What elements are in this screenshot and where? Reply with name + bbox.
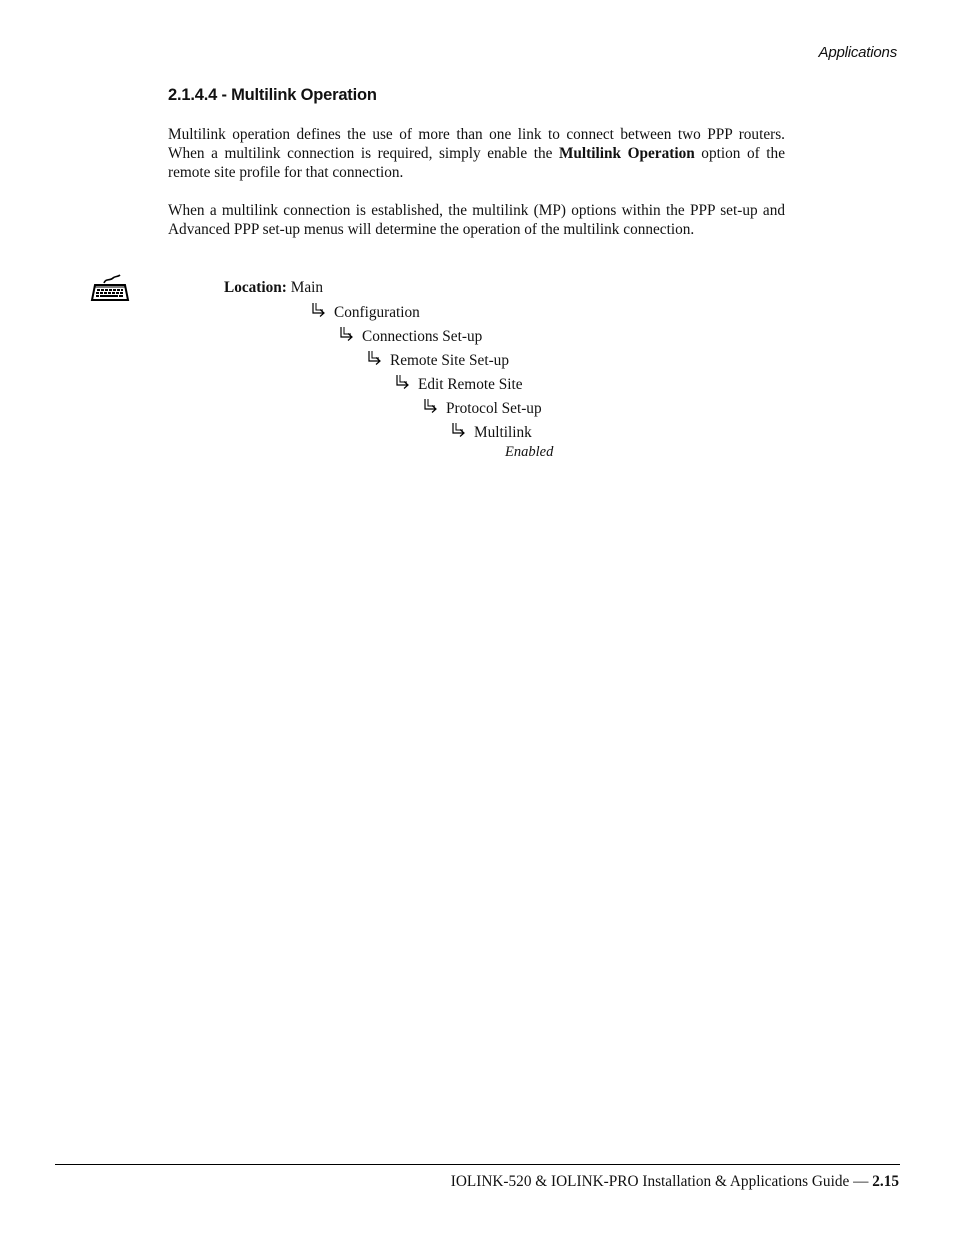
menu-path-protocol-setup [422,398,542,418]
footer-rule [55,1164,900,1165]
menu-path-connections-setup [338,326,482,346]
running-head: Applications [818,44,897,61]
intro-text-start: Multilink operation defines the use of more than one link to connect between two PPP routers. When a multilink connection is required, simply enable the [168,126,785,163]
keyboard-icon [90,274,130,304]
menu-path-label: Configuration [334,304,420,321]
location-line [224,278,323,297]
menu-path-multilink [450,422,532,442]
section-title: 2.1.4.4 - Multilink Operation [168,86,377,104]
menu-path-configuration [310,302,420,322]
location-root: Main [290,279,324,296]
menu-path-label: Multilink [474,424,532,441]
submenu-arrow-icon [422,398,440,415]
page-footer [451,1172,899,1191]
submenu-arrow-icon [310,302,328,319]
menu-path-edit-remote-site [394,374,523,394]
submenu-arrow-icon [338,326,356,343]
menu-path-label: Connections Set-up [362,328,483,345]
mp-options-paragraph: When a multilink connection is established, the multilink (MP) options within the PPP set-up and Advanced PPP set-up menus will determine the operation of the multilink connection. [168,202,785,239]
page-number: 2.15 [872,1173,899,1190]
multilink-setting-value: Enabled [505,444,554,460]
location-label: Location: [224,279,287,296]
submenu-arrow-icon [366,350,384,367]
guide-title: IOLINK-520 & IOLINK-PRO Installation & Applications Guide — [450,1173,873,1190]
intro-paragraph [168,125,785,183]
submenu-arrow-icon [450,422,468,439]
submenu-arrow-icon [394,374,412,391]
menu-path-label: Edit Remote Site [418,376,523,393]
intro-text-end: option of the remote site profile for that connection. [168,145,785,182]
multilink-operation-term: Multilink Operation [558,145,695,163]
menu-path-label: Remote Site Set-up [390,352,509,369]
menu-path-label: Protocol Set-up [446,400,542,417]
menu-path-remote-site-setup [366,350,509,370]
